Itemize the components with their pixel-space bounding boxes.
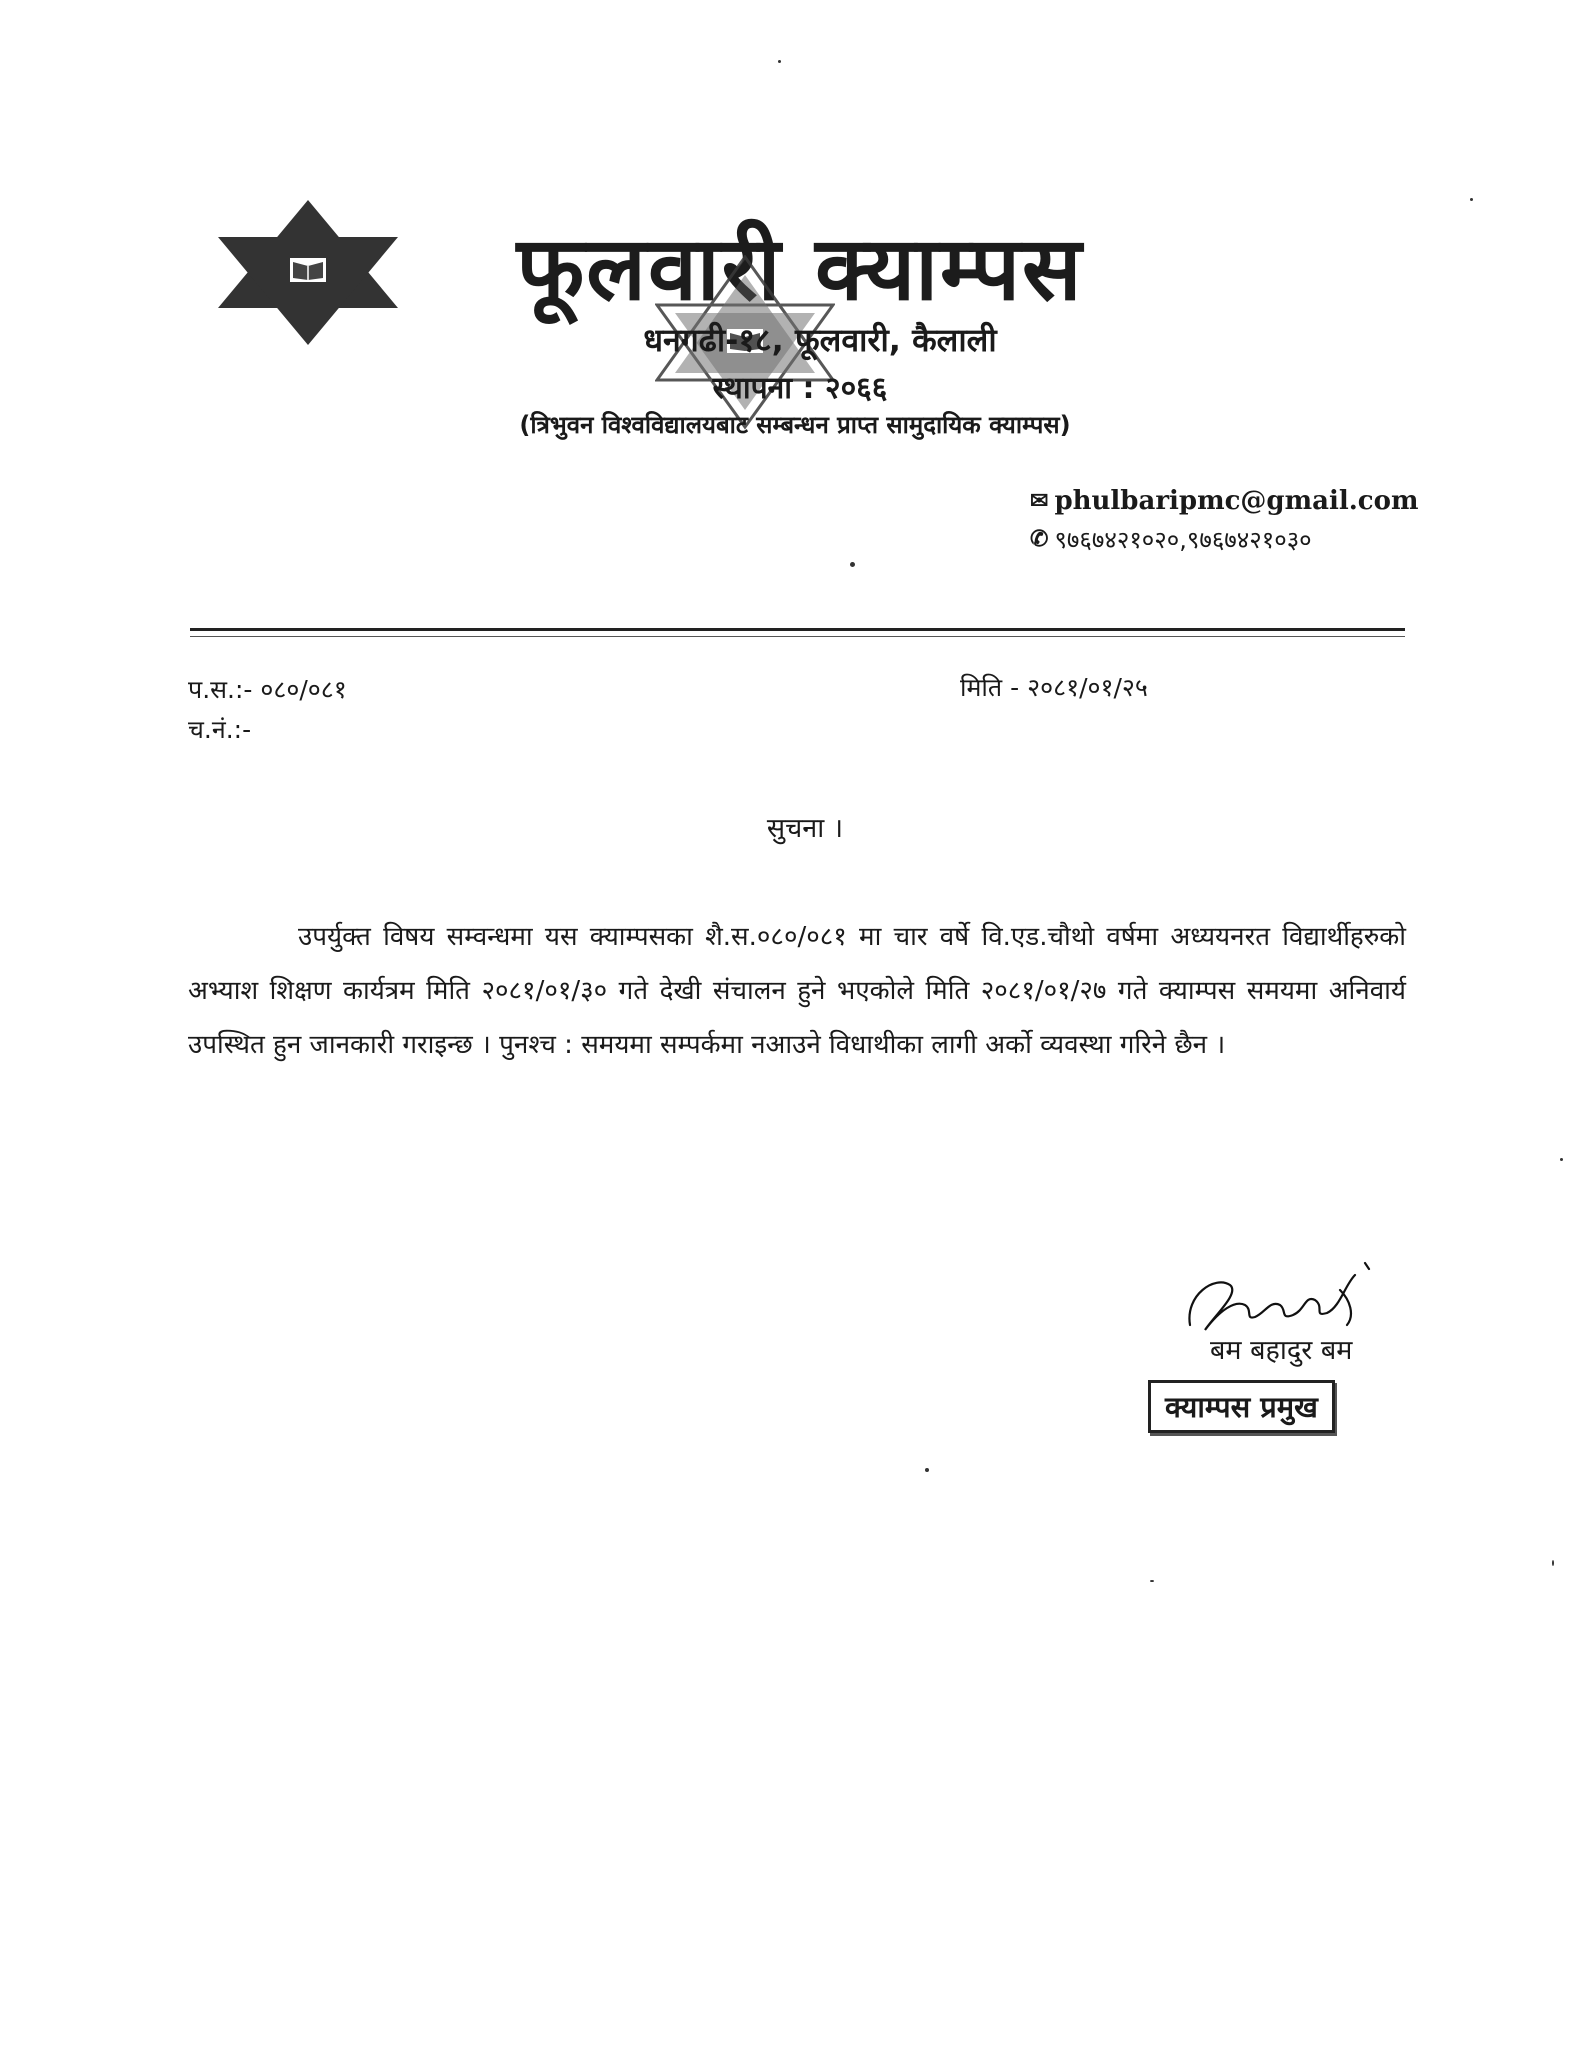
- email-row: [1030, 482, 1450, 520]
- notice-body: उपर्युक्त विषय सम्वन्धमा यस क्याम्पसका शै.स.०८०/०८१ मा चार वर्षे वि.एड.चौथो वर्षमा अध्ययनरत विद्यार्थीहरुको अभ्याश शिक्षण कार्यत्रम मिति २०८१/०१/३० गते देखी संचालन हुने भएकोले मिति २०८१/०१/२७ गते क्याम्पस समयमा अनिवार्य उपस्थित हुन जानकारी गराइन्छ । पुनश्च : समयमा सम्पर्कमा नआउने विधाथीका लागी अर्को व्यवस्था गरिने छैन ।: [188, 922, 1406, 1060]
- signatory-name: बम बहादुर बम: [1210, 1335, 1353, 1366]
- dispatch-number: च.नं.:-: [188, 715, 252, 744]
- signatory-designation: क्याम्पस प्रमुख: [1148, 1380, 1335, 1433]
- phone-icon: ✆: [1030, 526, 1049, 552]
- phone-row: [1030, 520, 1450, 558]
- scan-speck: [1560, 1158, 1563, 1161]
- campus-name: फूलवारी क्याम्पस: [516, 217, 1084, 320]
- header-divider: [190, 628, 1405, 631]
- campus-logo: [218, 200, 398, 345]
- campus-address: धनगढी-१८, फूलवारी, कैलाली: [643, 321, 997, 359]
- contact-block: [1030, 482, 1450, 558]
- scan-speck: [778, 60, 781, 63]
- scan-speck: [925, 1468, 929, 1472]
- scan-speck: [1150, 1580, 1154, 1582]
- phone-numbers: ९७६७४२१०२०,९७६७४२१०३०: [1054, 525, 1312, 554]
- scan-speck: [850, 562, 855, 567]
- reference-number: प.स.:- ०८०/०८१: [188, 675, 347, 704]
- header-divider-thin: [190, 636, 1405, 637]
- letter-date: मिति - २०८१/०१/२५: [960, 673, 1148, 702]
- established-year: स्थापना : २०६६: [712, 371, 888, 406]
- email-address: phulbaripmc@gmail.com: [1054, 486, 1419, 516]
- notice-heading: सुचना ।: [766, 813, 844, 844]
- scan-speck: [1552, 1560, 1554, 1566]
- scan-speck: [1470, 198, 1473, 201]
- envelope-icon: ✉: [1030, 488, 1049, 514]
- affiliation-line: (त्रिभुवन विश्वविद्यालयबाट सम्बन्धन प्राप्त सामुदायिक क्याम्पस): [519, 411, 1071, 439]
